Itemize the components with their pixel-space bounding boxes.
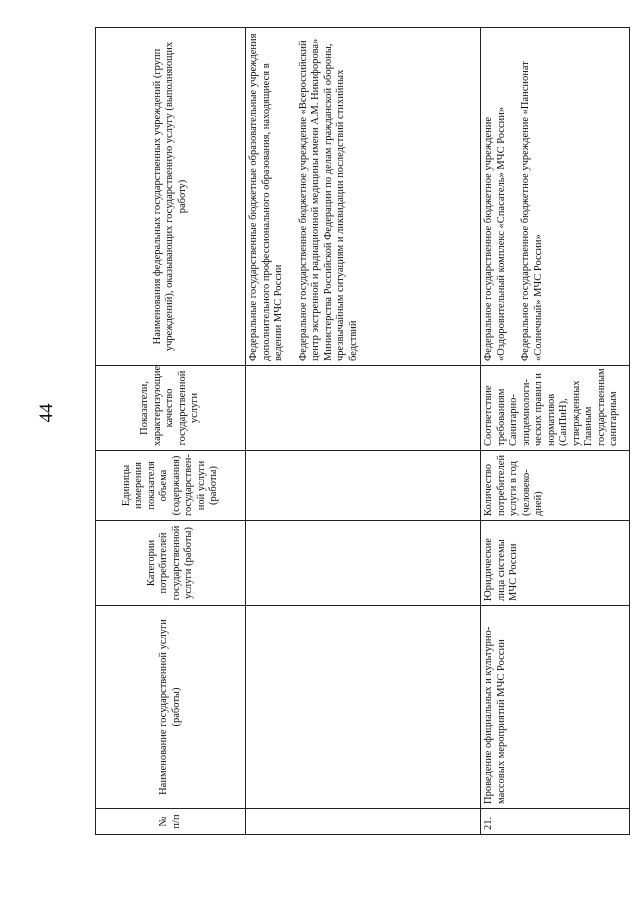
cell-quality-indicators <box>246 366 481 451</box>
cell-volume-unit <box>246 451 481 521</box>
institution-text: Федеральные государственные бюджетные образовательные учреждения дополнительного профессионального образования, находящиеся в ведении МЧС России <box>248 33 284 361</box>
institution-text: Федеральное государственное бюджетное учреждение «Оздоровительный комплекс «Спасатель» МЧС России» <box>483 106 507 361</box>
cell-num: 21. <box>481 809 630 835</box>
institution-text: Федеральное государственное бюджетное учреждение «Пансионат «Солнечный» МЧС России» <box>520 61 544 361</box>
header-service-name: Наименование государственной услуги (работы) <box>96 606 246 809</box>
cell-service-name: Проведение официальных и культурно-массовых мероприятий МЧС России <box>481 606 630 809</box>
header-quality-indicators: Показатели, характеризующие качество государственной услуги <box>96 366 246 451</box>
rotated-table-container <box>95 28 630 835</box>
services-table <box>95 27 630 835</box>
cell-quality-indicators: Соответствие требованиям Санитарно-эпидемиологи-ческих правил и нормативов (СанПиН), утвержденных Главным государственным санитарным <box>481 366 630 451</box>
cell-consumer-category <box>246 521 481 606</box>
cell-consumer-category: Юридические лица системы МЧС России <box>481 521 630 606</box>
cell-service-name <box>246 606 481 809</box>
table-header-row <box>96 28 246 835</box>
page-number: 44 <box>36 403 57 423</box>
header-num: № п/п <box>96 809 246 835</box>
table-row <box>246 28 481 835</box>
header-consumer-category: Категории потребителей государственной услуги (работы) <box>96 521 246 606</box>
cell-num <box>246 809 481 835</box>
header-volume-unit: Единицы измерения показателя объема (содержания) государствен-ной услуги (работы) <box>96 451 246 521</box>
institution-text: Федеральное государственное бюджетное учреждение «Всероссийский центр экстренной и радиационной медицины имени А.М. Никифорова» Министерства Российской Федерации по делам гражданской обороны, чрезвычайным ситуациям и ликвидации последствий стихийных бедствий <box>297 38 359 361</box>
header-institutions: Наименования федеральных государственных учреждений (групп учреждений), оказывающих государственную услугу (выполняющих работу) <box>96 28 246 366</box>
cell-volume-unit: Количество потребителей услуги в год (человеко-дней) <box>481 451 630 521</box>
table-row <box>481 28 630 835</box>
cell-institutions <box>481 28 630 366</box>
cell-institutions <box>246 28 481 366</box>
